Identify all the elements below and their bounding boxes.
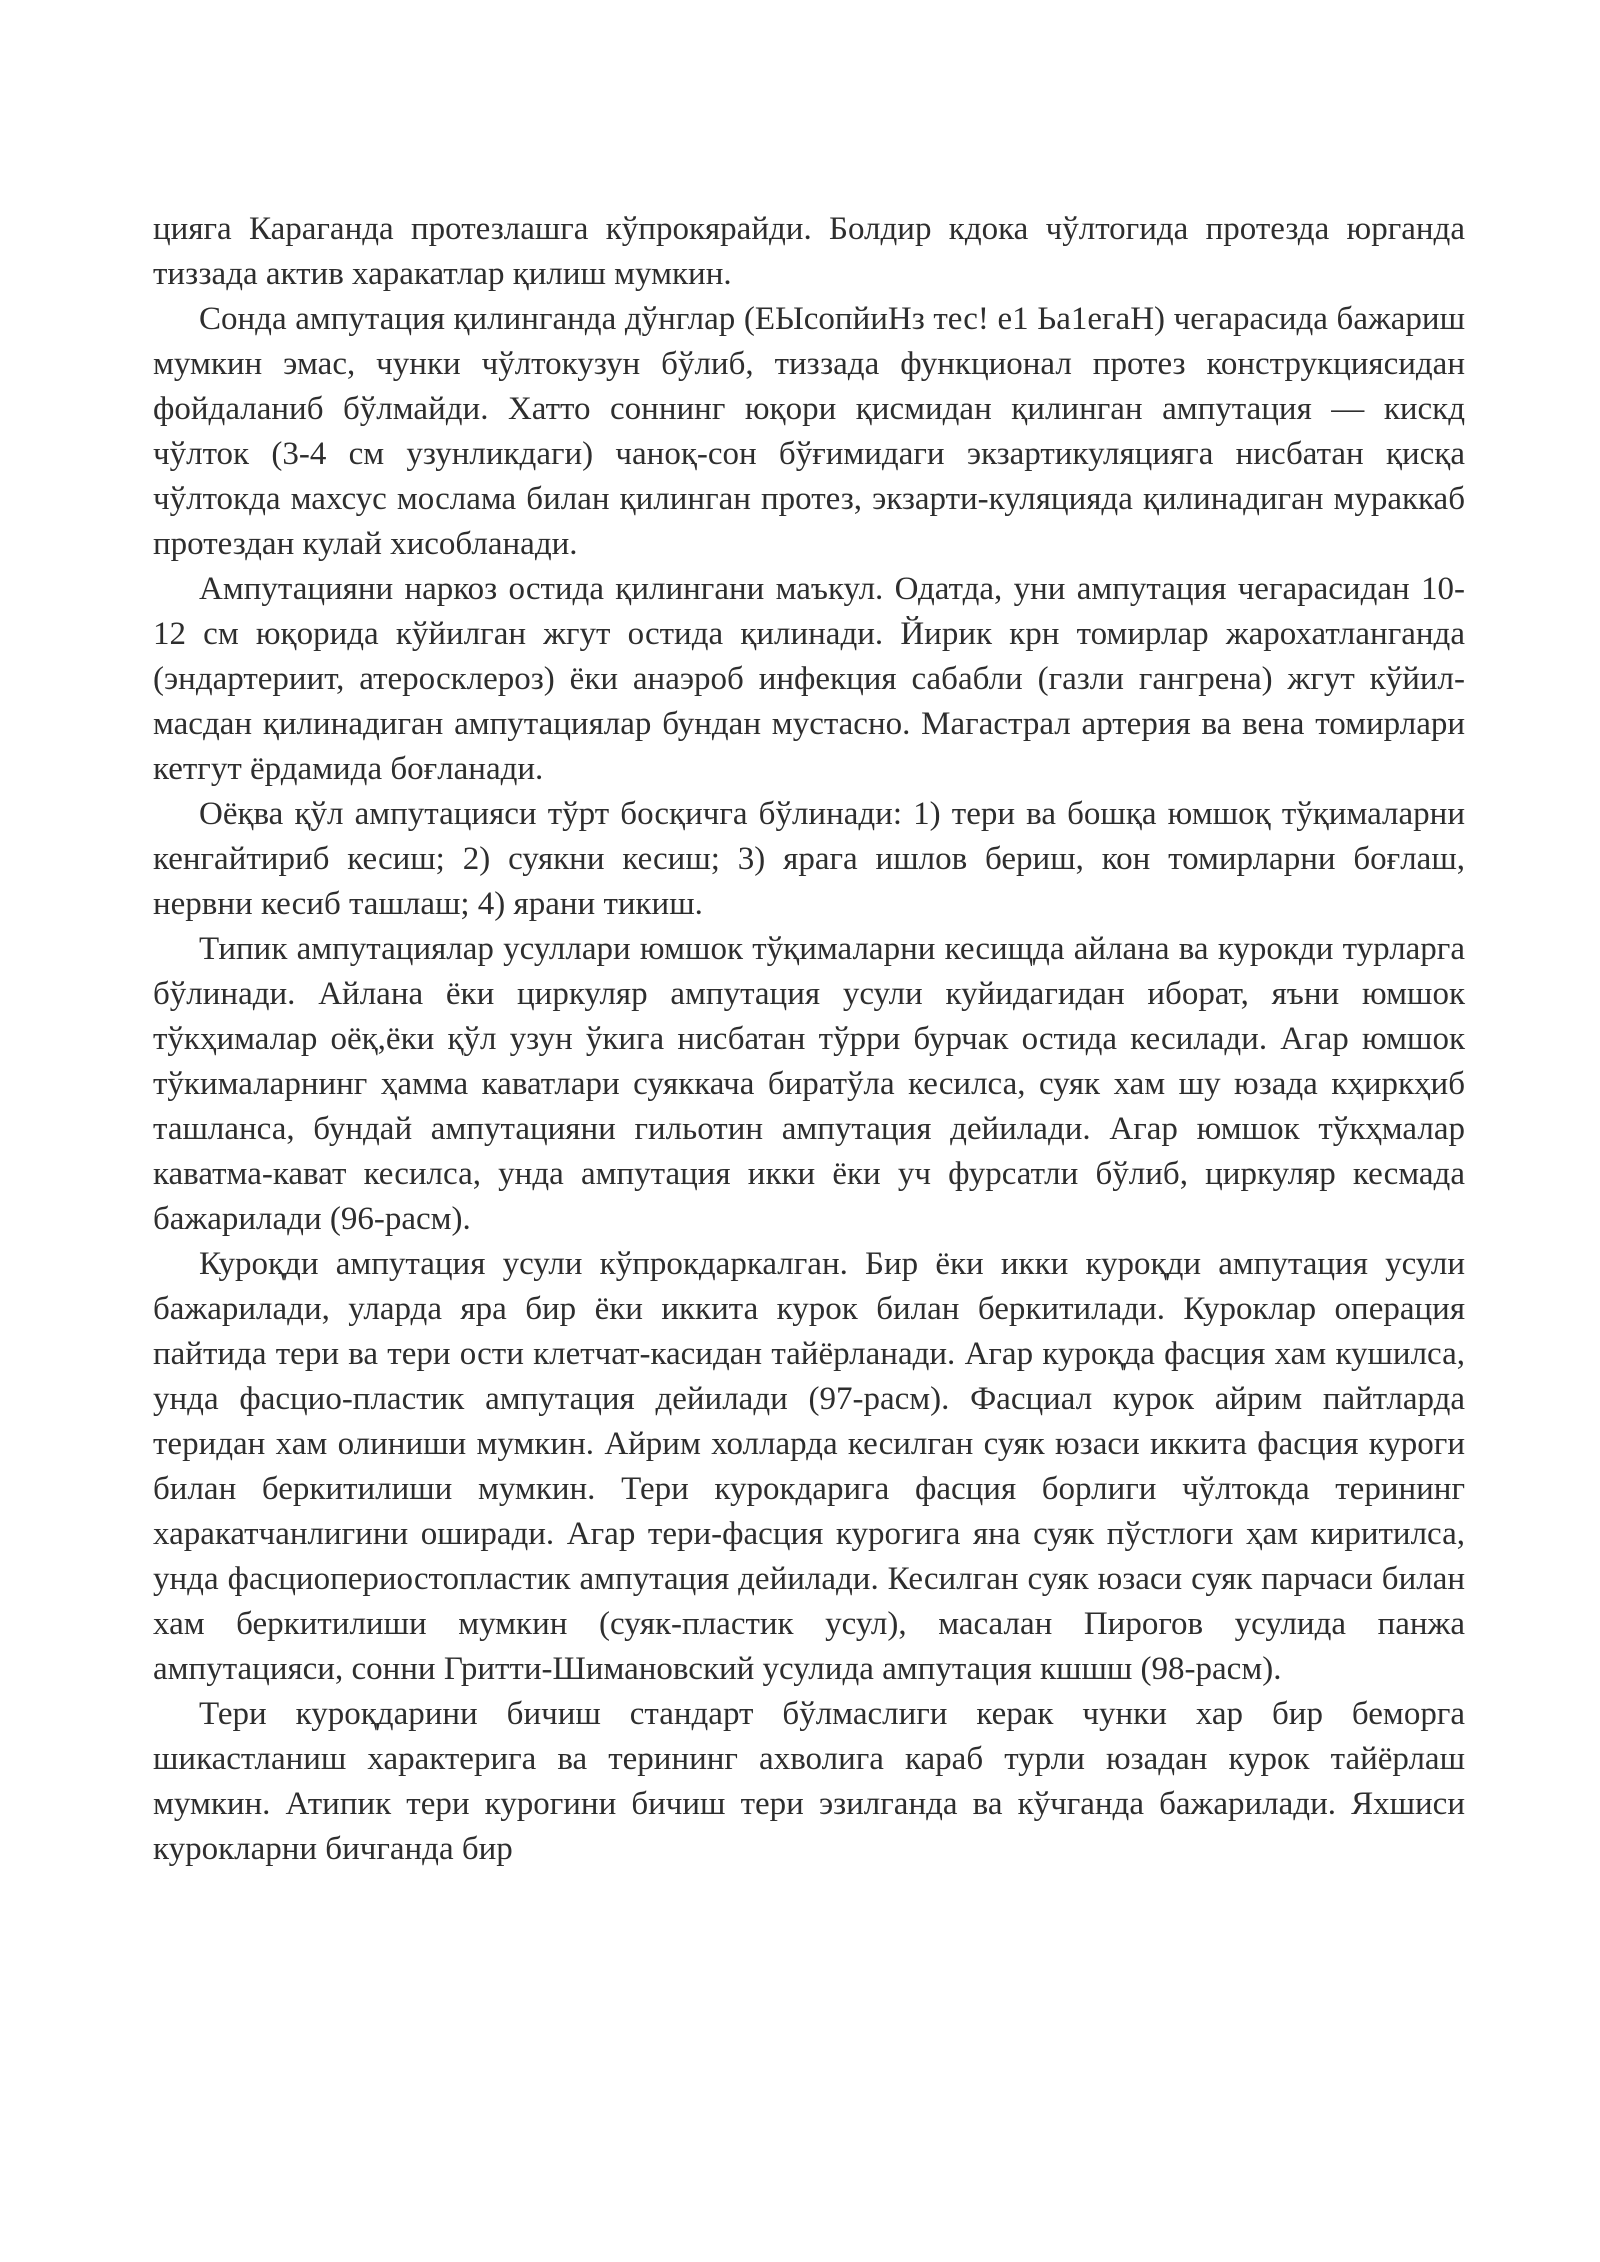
paragraph-1: цияга Караганда протезлашга кўпрокярайди. Болдир кдока чўлтогида протезда юрганда тиззада актив харакатлар қилиш мумкин. [153,211,1465,292]
document-page [153,207,1465,1872]
paragraph-7: Тери куроқдарини бичиш стандарт бўлмаслиги керак чунки хар бир беморга шикастланиш характерига ва терининг ахволига караб турли юзадан курок тайёрлаш мумкин. Атипик тери курогини бичиш тери эзилганда ва кўчганда бажарилади. Яхшиси курокларни бичганда бир [153,1696,1465,1867]
paragraph-5: Типик ампутациялар усуллари юмшок тўқималарни кесищда айлана ва курокди турларга бўлинади. Айлана ёки циркуляр ампутация усули куйидагидан иборат, яъни юмшок тўкҳималар оёқ,ёки қўл узун ўкига нисбатан тўрри бурчак остида кесилади. Агар юмшок тўкималарнинг ҳамма каватлари суяккача биратўла кесилса, суяк хам шу юзада кҳиркҳиб ташланса, бундай ампутацияни гильотин ампутация дейилади. Агар юмшок тўкҳмалар каватма-кават кесилса, унда ампутация икки ёки уч фурсатли бўлиб, циркуляр кесмада бажарилади (96-расм). [153,931,1465,1237]
paragraph-2: Сонда ампутация қилинганда дўнглар (ЕЫсопйиНз тес! е1 Ьа1егаН) чегарасида бажариш мумкин эмас, чунки чўлтокузун бўлиб, тиззада функционал протез конструкциясидан фойдаланиб бўлмайди. Хатто соннинг юқори қисмидан қилинган ампутация — кискд чўлток (3-4 см узунликдаги) чаноқ-сон бўғимидаги экзартикуляцияга нисбатан қисқа чўлтокда махсус мослама билан қилинган протез, экзарти-куляцияда қилинадиган мураккаб протездан кулай хисобланади. [153,301,1465,562]
paragraph-4: Оёқва қўл ампутацияси тўрт босқичга бўлинади: 1) тери ва бошқа юмшоқ тўқималарни кенгайтириб кесиш; 2) суякни кесиш; 3) ярага ишлов бериш, кон томирларни боғлаш, нервни кесиб ташлаш; 4) ярани тикиш. [153,796,1465,922]
paragraph-6: Куроқди ампутация усули кўпрокдаркалган. Бир ёки икки куроқди ампутация усули бажарилади, уларда яра бир ёки иккита курок билан беркитилади. Куроклар операция пайтида тери ва тери ости клетчат-касидан тайёрланади. Агар куроқда фасция хам кушилса, унда фасцио-пластик ампутация дейилади (97-расм). Фасциал курок айрим пайтларда теридан хам олиниши мумкин. Айрим холларда кесилган суяк юзаси иккита фасция куроги билан беркитилиши мумкин. Тери курокдарига фасция борлиги чўлтокда терининг харакатчанлигини оширади. Агар тери-фасция курогига яна суяк пўстлоги ҳам киритилса, унда фасциопериостопластик ампутация дейилади. Кесилган суяк юзаси суяк парчаси билан хам беркитилиши мумкин (суяк-пластик усул), масалан Пирогов усулида панжа ампутацияси, сонни Гритти-Шимановский усулида ампутация кшшш (98-расм). [153,1246,1465,1687]
paragraph-3: Ампутацияни наркоз остида қилингани маъкул. Одатда, уни ампутация чегарасидан 10-12 см юқорида кўйилган жгут остида қилинади. Йирик крн томирлар жарохатланганда (эндартериит, атеросклероз) ёки анаэроб инфекция сабабли (газли гангрена) жгут кўйил-масдан қилинадиган ампутациялар бундан мустасно. Магастрал артерия ва вена томирлари кетгут ёрдамида боғланади. [153,571,1465,787]
